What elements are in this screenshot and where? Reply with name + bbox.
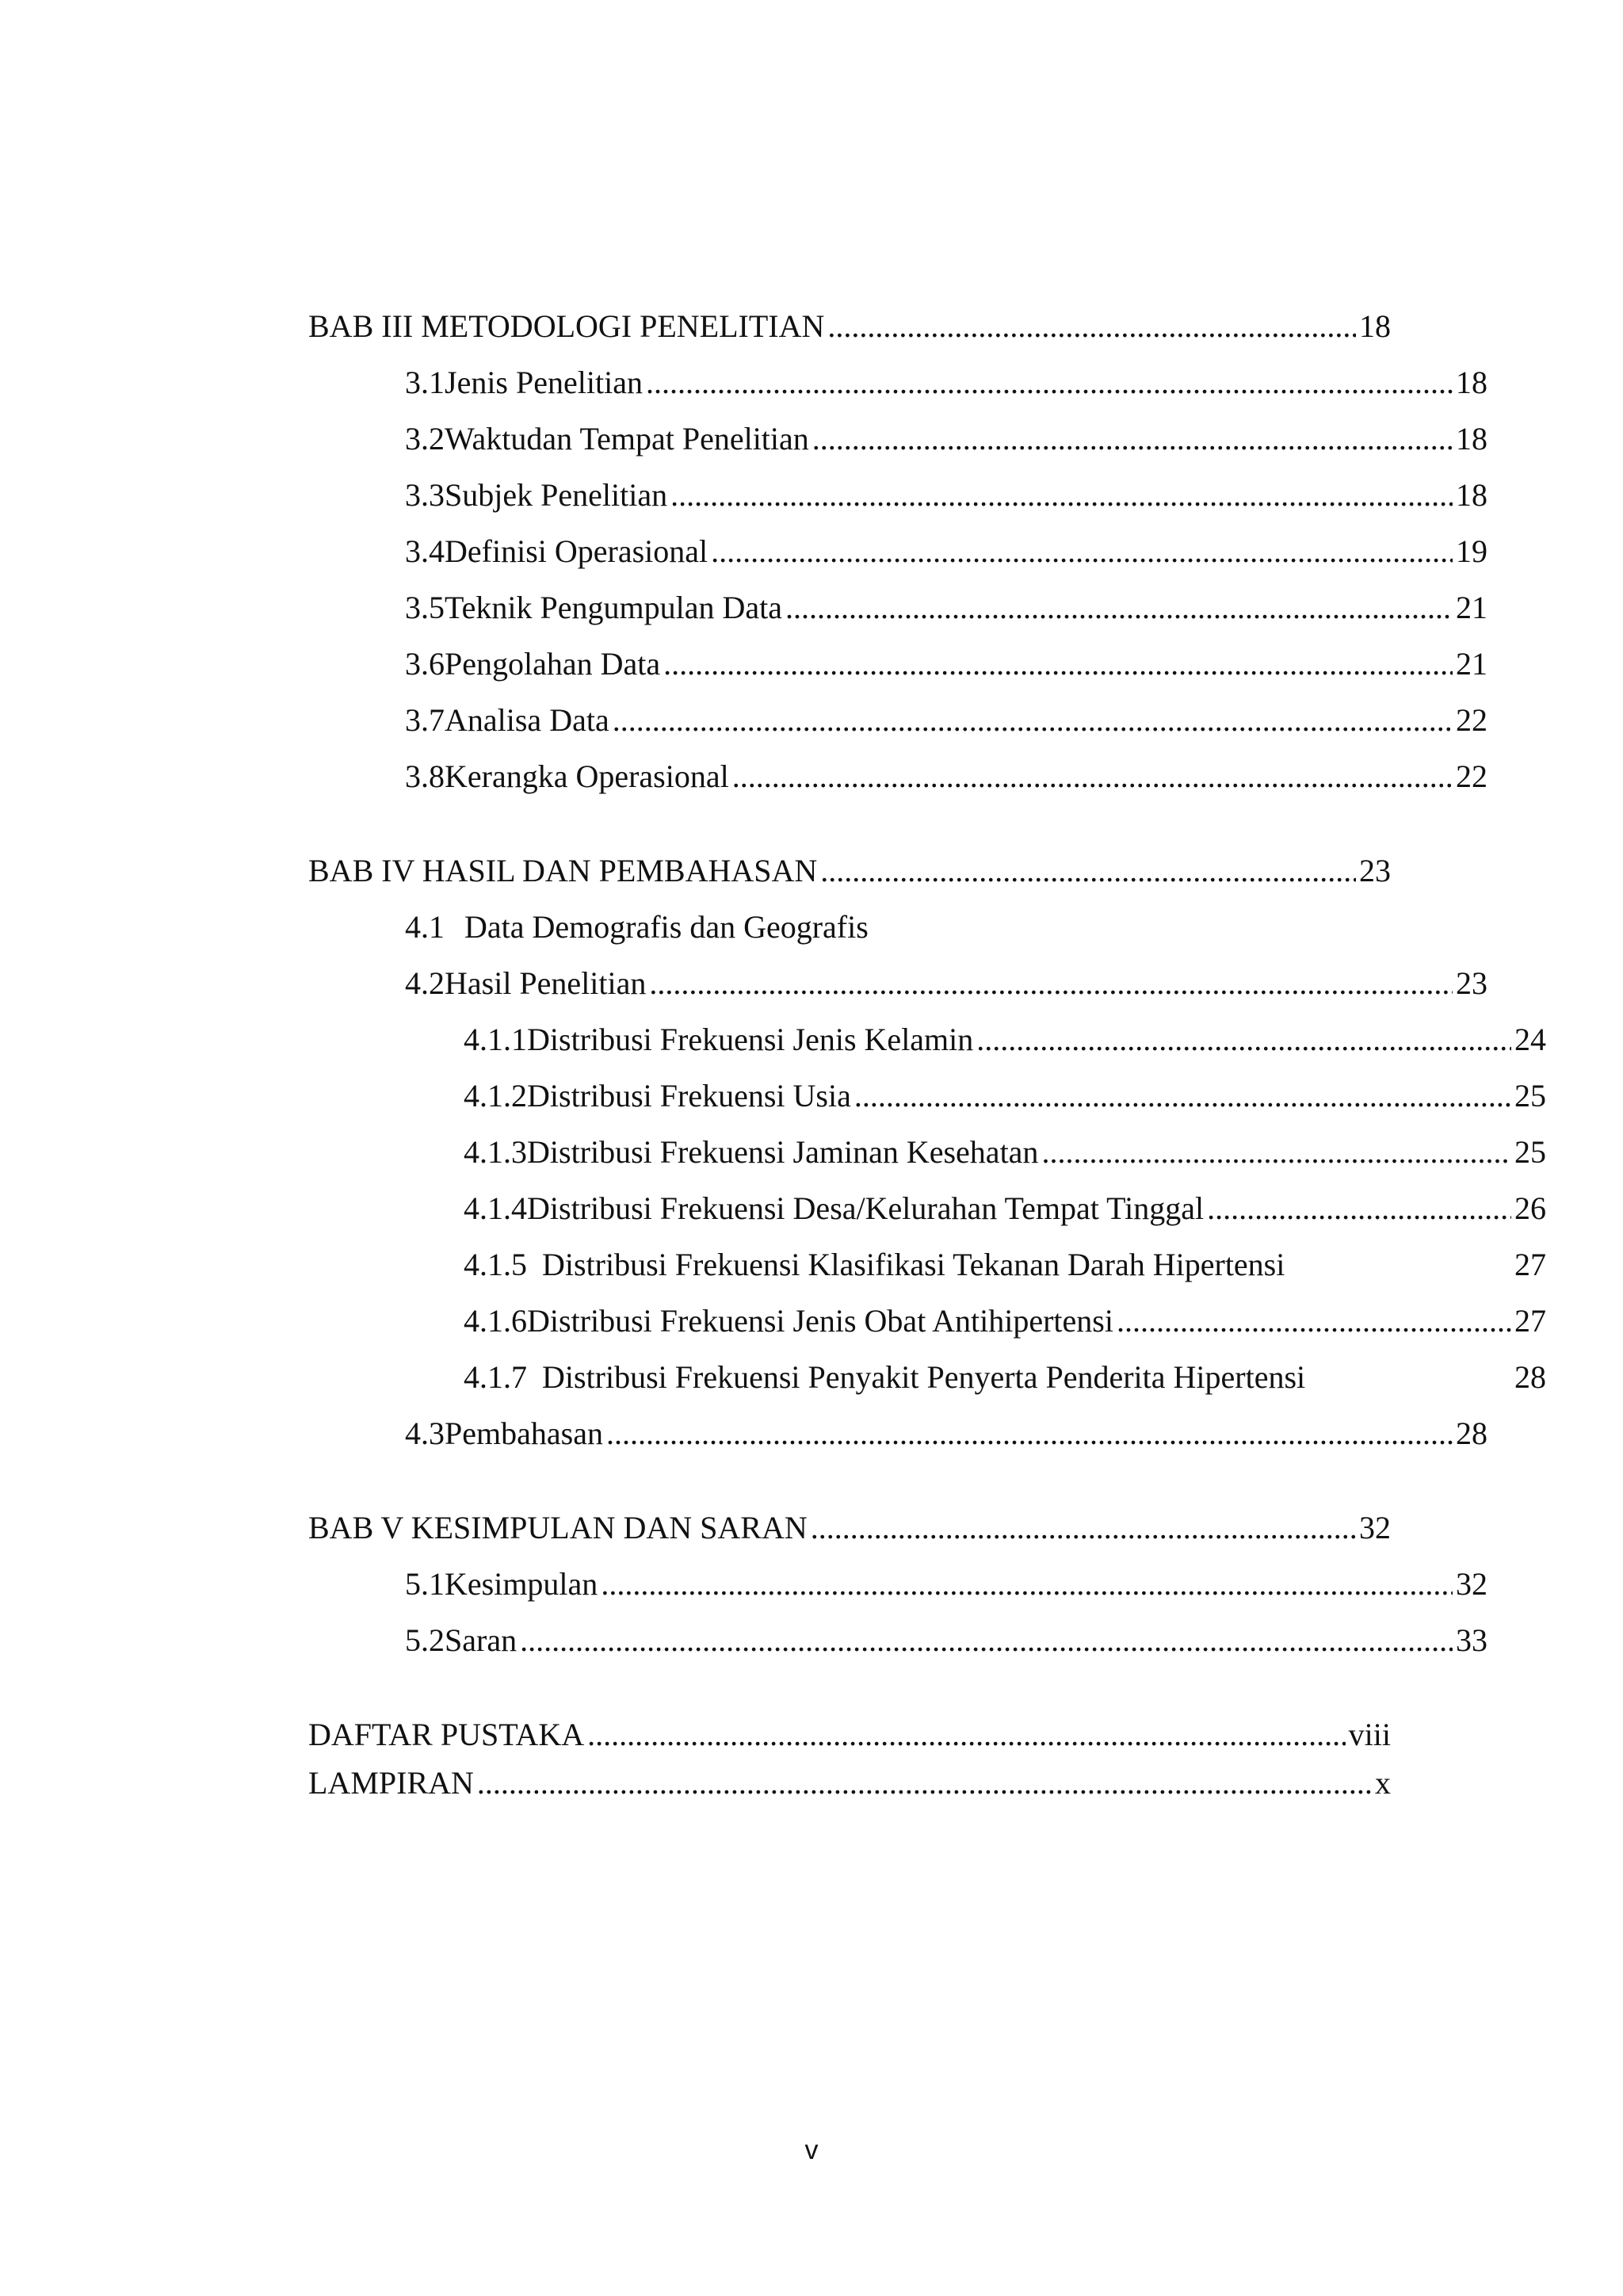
toc-entry-page: 18 [1456,365,1487,400]
toc-entry-title: Distribusi Frekuensi Usia [527,1078,851,1114]
toc-entry-page: 25 [1514,1078,1546,1114]
toc-entry-title: Definisi Operasional [445,533,708,569]
dot-leader [711,531,1453,572]
toc-entry[interactable] [308,306,1391,347]
toc-entry-page: 25 [1514,1134,1546,1170]
dot-leader [976,1019,1511,1060]
toc-entry[interactable] [308,644,1487,685]
dot-leader [732,756,1453,797]
dot-leader [785,587,1453,628]
toc-entry[interactable] [308,475,1487,516]
dot-leader [670,475,1453,516]
toc-entry-number: 3.2 [405,421,445,457]
toc-entry-number: 4.1.1 [464,1022,527,1057]
dot-leader [613,700,1453,741]
toc-entry-title: Distribusi Frekuensi Jaminan Kesehatan [527,1134,1039,1170]
page-number: v [804,2135,819,2165]
toc-entry[interactable] [308,1244,1546,1286]
dot-leader [820,850,1356,892]
toc-entry-page: 32 [1456,1566,1487,1602]
toc-entry-title: Pengolahan Data [445,646,661,682]
dot-leader [587,1714,1346,1755]
toc-entry-number: 4.1.5 [464,1247,527,1282]
dot-leader [827,306,1356,347]
toc-entry-title: Data Demografis dan Geografis [464,909,869,945]
toc-entry[interactable] [308,418,1487,460]
toc-entry[interactable] [308,1507,1391,1549]
toc-entry[interactable] [308,587,1487,628]
toc-entry-title: Distribusi Frekuensi Klasifikasi Tekanan Darah Hipertensi [542,1247,1285,1282]
toc-entry-page: 18 [1359,308,1391,344]
toc-entry-page: 21 [1456,646,1487,682]
toc-entry-page: 24 [1514,1022,1546,1057]
toc-entry[interactable] [308,1763,1391,1804]
toc-entry-number: 4.1.2 [464,1078,527,1114]
toc-entry-title: Saran [445,1622,517,1658]
dot-leader [663,644,1453,685]
toc-entry-page: x [1375,1765,1391,1801]
toc-entry-page: 28 [1456,1415,1487,1451]
toc-entry-number: 3.6 [405,646,445,682]
dot-leader [520,1620,1453,1661]
toc-entry-number: 4.1.4 [464,1190,527,1226]
toc-entry-number: 3.3 [405,477,445,513]
toc-entry-number: 4.2 [405,965,445,1001]
toc-entry-page: 33 [1456,1622,1487,1658]
toc-entry-page: 27 [1514,1247,1546,1282]
toc-entry-title: Waktudan Tempat Penelitian [445,421,809,457]
toc-entry-page: 23 [1359,853,1391,888]
toc-entry[interactable] [308,531,1487,572]
toc-entry[interactable] [308,700,1487,741]
toc-entry-title: Analisa Data [445,702,609,738]
toc-entry[interactable] [308,1413,1487,1454]
dot-leader [606,1413,1453,1454]
toc-entry-title: Distribusi Frekuensi Penyakit Penyerta Penderita Hipertensi [542,1359,1306,1395]
dot-leader [477,1763,1372,1804]
toc-entry-page: 18 [1456,421,1487,457]
toc-entry-page: 19 [1456,533,1487,569]
toc-entry-page: 22 [1456,702,1487,738]
toc-entry-title: Subjek Penelitian [445,477,668,513]
toc-entry[interactable] [308,1075,1546,1117]
toc-entry-title: DAFTAR PUSTAKA [308,1717,585,1752]
toc-entry-number: 4.1.7 [464,1359,527,1395]
dot-leader [1117,1301,1511,1342]
toc-entry[interactable] [308,1620,1487,1661]
dot-leader [649,963,1453,1004]
toc-entry[interactable] [308,1188,1546,1229]
toc-entry-title: Jenis Penelitian [445,365,643,400]
toc-entry-number: 5.1 [405,1566,445,1602]
dot-leader [854,1075,1511,1117]
toc-entry-title: Hasil Penelitian [445,965,647,1001]
toc-entry[interactable] [308,1301,1546,1342]
toc-entry[interactable] [308,1019,1546,1060]
toc-entry-number: 3.1 [405,365,445,400]
toc-entry-title: LAMPIRAN [308,1765,474,1801]
toc-entry-page: 22 [1456,758,1487,794]
toc-entry[interactable] [308,907,1487,948]
toc-entry[interactable] [308,850,1391,892]
toc-entry-number: 3.5 [405,590,445,625]
toc-entry[interactable] [308,1357,1546,1398]
toc-entry[interactable] [308,1714,1391,1755]
toc-entry[interactable] [308,1564,1487,1605]
toc-entry-title: Kerangka Operasional [445,758,729,794]
toc-entry-number: 3.8 [405,758,445,794]
toc-entry[interactable] [308,1132,1546,1173]
toc-entry-page: 21 [1456,590,1487,625]
toc-entry-title: Kesimpulan [445,1566,598,1602]
toc-entry-page: 23 [1456,965,1487,1001]
toc-entry-number: 4.1.3 [464,1134,527,1170]
toc-entry[interactable] [308,756,1487,797]
toc-entry-number: 4.1.6 [464,1303,527,1339]
toc-entry[interactable] [308,362,1487,403]
toc-entry-title: Distribusi Frekuensi Jenis Kelamin [527,1022,974,1057]
toc-entry-page: 27 [1514,1303,1546,1339]
toc-entry-title: BAB III METODOLOGI PENELITIAN [308,308,825,344]
toc-entry-title: Distribusi Frekuensi Jenis Obat Antihipertensi [527,1303,1113,1339]
toc-entry-title: BAB V KESIMPULAN DAN SARAN [308,1510,808,1545]
toc-entry-page: 26 [1514,1190,1546,1226]
dot-leader [601,1564,1453,1605]
toc-entry-number: 3.4 [405,533,445,569]
toc-entry-number: 3.7 [405,702,445,738]
toc-entry-page: 32 [1359,1510,1391,1545]
dot-leader [812,418,1453,460]
dot-leader [811,1507,1356,1549]
toc-entry-page: viii [1348,1717,1391,1752]
dot-leader [1207,1188,1511,1229]
toc-entry-title: Pembahasan [445,1415,603,1451]
toc-entry[interactable] [308,963,1487,1004]
toc-entry-page: 18 [1456,477,1487,513]
toc-entry-title: Distribusi Frekuensi Desa/Kelurahan Tempat Tinggal [527,1190,1205,1226]
toc-entry-page: 28 [1514,1359,1546,1395]
toc-entry-number: 4.1 [405,909,445,945]
toc-entry-title: BAB IV HASIL DAN PEMBAHASAN [308,853,818,888]
toc-entry-number: 5.2 [405,1622,445,1658]
dot-leader [1041,1132,1511,1173]
toc-entry-number: 4.3 [405,1415,445,1451]
toc-entry-title: Teknik Pengumpulan Data [445,590,782,625]
dot-leader [646,362,1453,403]
